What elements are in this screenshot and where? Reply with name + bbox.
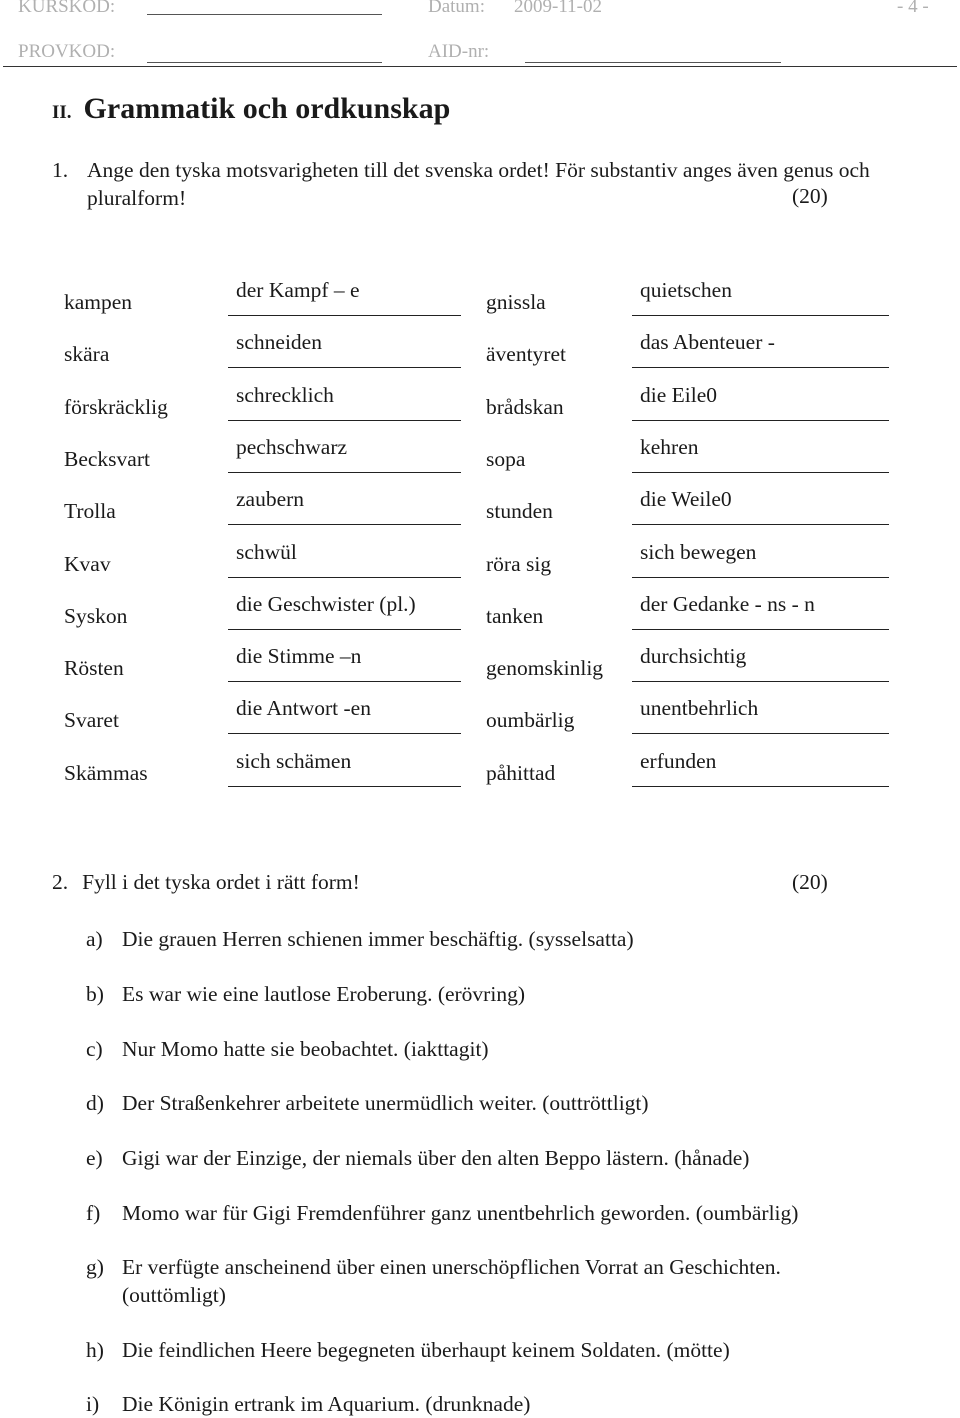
german-answer: die Antwort -en xyxy=(236,696,371,720)
german-answer: die Stimme –n xyxy=(236,644,362,668)
swedish-word: sopa xyxy=(486,447,526,471)
sentence-letter: h) xyxy=(86,1338,104,1362)
swedish-word: påhittad xyxy=(486,761,556,785)
answer-line[interactable] xyxy=(632,315,889,316)
vocab-row xyxy=(0,644,960,696)
question-1-number: 1. xyxy=(52,158,69,182)
vocab-row xyxy=(0,749,960,801)
vocab-row xyxy=(0,330,960,382)
german-answer: schrecklich xyxy=(236,383,334,407)
swedish-word: brådskan xyxy=(486,395,564,419)
answer-line[interactable] xyxy=(632,681,889,682)
vocab-row xyxy=(0,487,960,539)
german-answer: kehren xyxy=(640,435,699,459)
datum-label: Datum: xyxy=(428,0,485,17)
swedish-word: genomskinlig xyxy=(486,656,604,680)
swedish-word: förskräcklig xyxy=(64,395,168,419)
vocab-row xyxy=(0,383,960,435)
sentence-letter: g) xyxy=(86,1255,104,1279)
german-answer: das Abenteuer - xyxy=(640,330,775,354)
answer-line[interactable] xyxy=(228,420,461,421)
german-answer: sich schämen xyxy=(236,749,352,773)
answer-line[interactable] xyxy=(228,629,461,630)
swedish-word: Syskon xyxy=(64,604,128,628)
sentence-letter: b) xyxy=(86,982,104,1006)
vocab-row xyxy=(0,435,960,487)
german-answer: pechschwarz xyxy=(236,435,348,459)
swedish-word: äventyret xyxy=(486,342,566,366)
german-answer: erfunden xyxy=(640,749,717,773)
question-2-points: (20) xyxy=(792,870,828,894)
aid-label: AID-nr: xyxy=(428,41,490,62)
sentence-text: Momo war für Gigi Fremdenführer ganz unentbehrlich geworden. (oumbärlig) xyxy=(122,1201,799,1225)
answer-line[interactable] xyxy=(632,524,889,525)
answer-line[interactable] xyxy=(632,472,889,473)
sentence-letter: c) xyxy=(86,1037,103,1061)
section-title xyxy=(52,92,450,126)
answer-line[interactable] xyxy=(632,786,889,787)
german-answer: die Eile0 xyxy=(640,383,718,407)
answer-line[interactable] xyxy=(632,577,889,578)
answer-line[interactable] xyxy=(228,577,461,578)
answer-line[interactable] xyxy=(228,524,461,525)
swedish-word: Kvav xyxy=(64,552,111,576)
answer-line[interactable] xyxy=(632,367,889,368)
swedish-word: skära xyxy=(64,342,110,366)
german-answer: unentbehrlich xyxy=(640,696,759,720)
vocab-row xyxy=(0,540,960,592)
german-answer: die Geschwister (pl.) xyxy=(236,592,416,616)
provkod-field[interactable] xyxy=(147,62,382,63)
sentence-text: Die feindlichen Heere begegneten überhaupt keinem Soldaten. (mötte) xyxy=(122,1338,730,1362)
answer-line[interactable] xyxy=(228,681,461,682)
german-answer: durchsichtig xyxy=(640,644,747,668)
german-answer: zaubern xyxy=(236,487,305,511)
answer-line[interactable] xyxy=(228,367,461,368)
answer-line[interactable] xyxy=(228,315,461,316)
german-answer: der Kampf – e xyxy=(236,278,360,302)
swedish-word: Skämmas xyxy=(64,761,148,785)
german-answer: sich bewegen xyxy=(640,540,757,564)
section-title-text: Grammatik och ordkunskap xyxy=(83,92,451,125)
sentence-text: Es war wie eine lautlose Eroberung. (erövring) xyxy=(122,982,525,1006)
german-answer: schneiden xyxy=(236,330,322,354)
page-number: - 4 - xyxy=(897,0,929,17)
sentence-letter: e) xyxy=(86,1146,103,1170)
swedish-word: stunden xyxy=(486,499,553,523)
swedish-word: Rösten xyxy=(64,656,124,680)
question-2-instruction: Fyll i det tyska ordet i rätt form! xyxy=(82,870,360,894)
answer-line[interactable] xyxy=(632,733,889,734)
sentence-text: Gigi war der Einzige, der niemals über den alten Beppo lästern. (hånade) xyxy=(122,1146,750,1170)
question-2 xyxy=(52,870,360,895)
answer-line[interactable] xyxy=(228,786,461,787)
datum-value: 2009-11-02 xyxy=(514,0,602,17)
swedish-word: oumbärlig xyxy=(486,708,575,732)
swedish-word: kampen xyxy=(64,290,133,314)
kurskod-field[interactable] xyxy=(147,14,382,15)
question-1-instruction: Ange den tyska motsvarigheten till det svenska ordet! För substantiv anges även genus och pluralform! xyxy=(87,158,870,210)
header-divider xyxy=(3,66,957,67)
question-2-number: 2. xyxy=(52,870,69,894)
provkod-label: PROVKOD: xyxy=(18,41,116,62)
swedish-word: röra sig xyxy=(486,552,552,576)
sentence-letter: i) xyxy=(86,1392,100,1416)
sentence-letter: d) xyxy=(86,1091,104,1115)
sentence-text: Er verfügte anscheinend über einen unerschöpflichen Vorrat an Geschichten. (outtömligt) xyxy=(122,1255,781,1307)
swedish-word: gnissla xyxy=(486,290,546,314)
sentence-text: Der Straßenkehrer arbeitete unermüdlich weiter. (outtröttligt) xyxy=(122,1091,649,1115)
aid-field[interactable] xyxy=(525,62,781,63)
swedish-word: Becksvart xyxy=(64,447,150,471)
answer-line[interactable] xyxy=(632,420,889,421)
answer-line[interactable] xyxy=(228,733,461,734)
german-answer: schwül xyxy=(236,540,297,564)
answer-line[interactable] xyxy=(228,472,461,473)
swedish-word: Svaret xyxy=(64,708,119,732)
german-answer: quietschen xyxy=(640,278,732,302)
swedish-word: Trolla xyxy=(64,499,116,523)
kurskod-label: KURSKOD: xyxy=(18,0,116,17)
sentence-text: Die Königin ertrank im Aquarium. (drunknade) xyxy=(122,1392,531,1416)
answer-line[interactable] xyxy=(632,629,889,630)
vocab-row xyxy=(0,592,960,644)
vocab-row xyxy=(0,278,960,330)
sentence-text: Nur Momo hatte sie beobachtet. (iakttagit) xyxy=(122,1037,489,1061)
sentence-letter: a) xyxy=(86,927,103,951)
sentence-letter: f) xyxy=(86,1201,101,1225)
vocab-row xyxy=(0,696,960,748)
german-answer: die Weile0 xyxy=(640,487,732,511)
question-1-points: (20) xyxy=(792,184,828,208)
german-answer: der Gedanke - ns - n xyxy=(640,592,815,616)
swedish-word: tanken xyxy=(486,604,544,628)
section-roman: II. xyxy=(52,102,72,123)
sentence-text: Die grauen Herren schienen immer beschäftig. (sysselsatta) xyxy=(122,927,634,951)
